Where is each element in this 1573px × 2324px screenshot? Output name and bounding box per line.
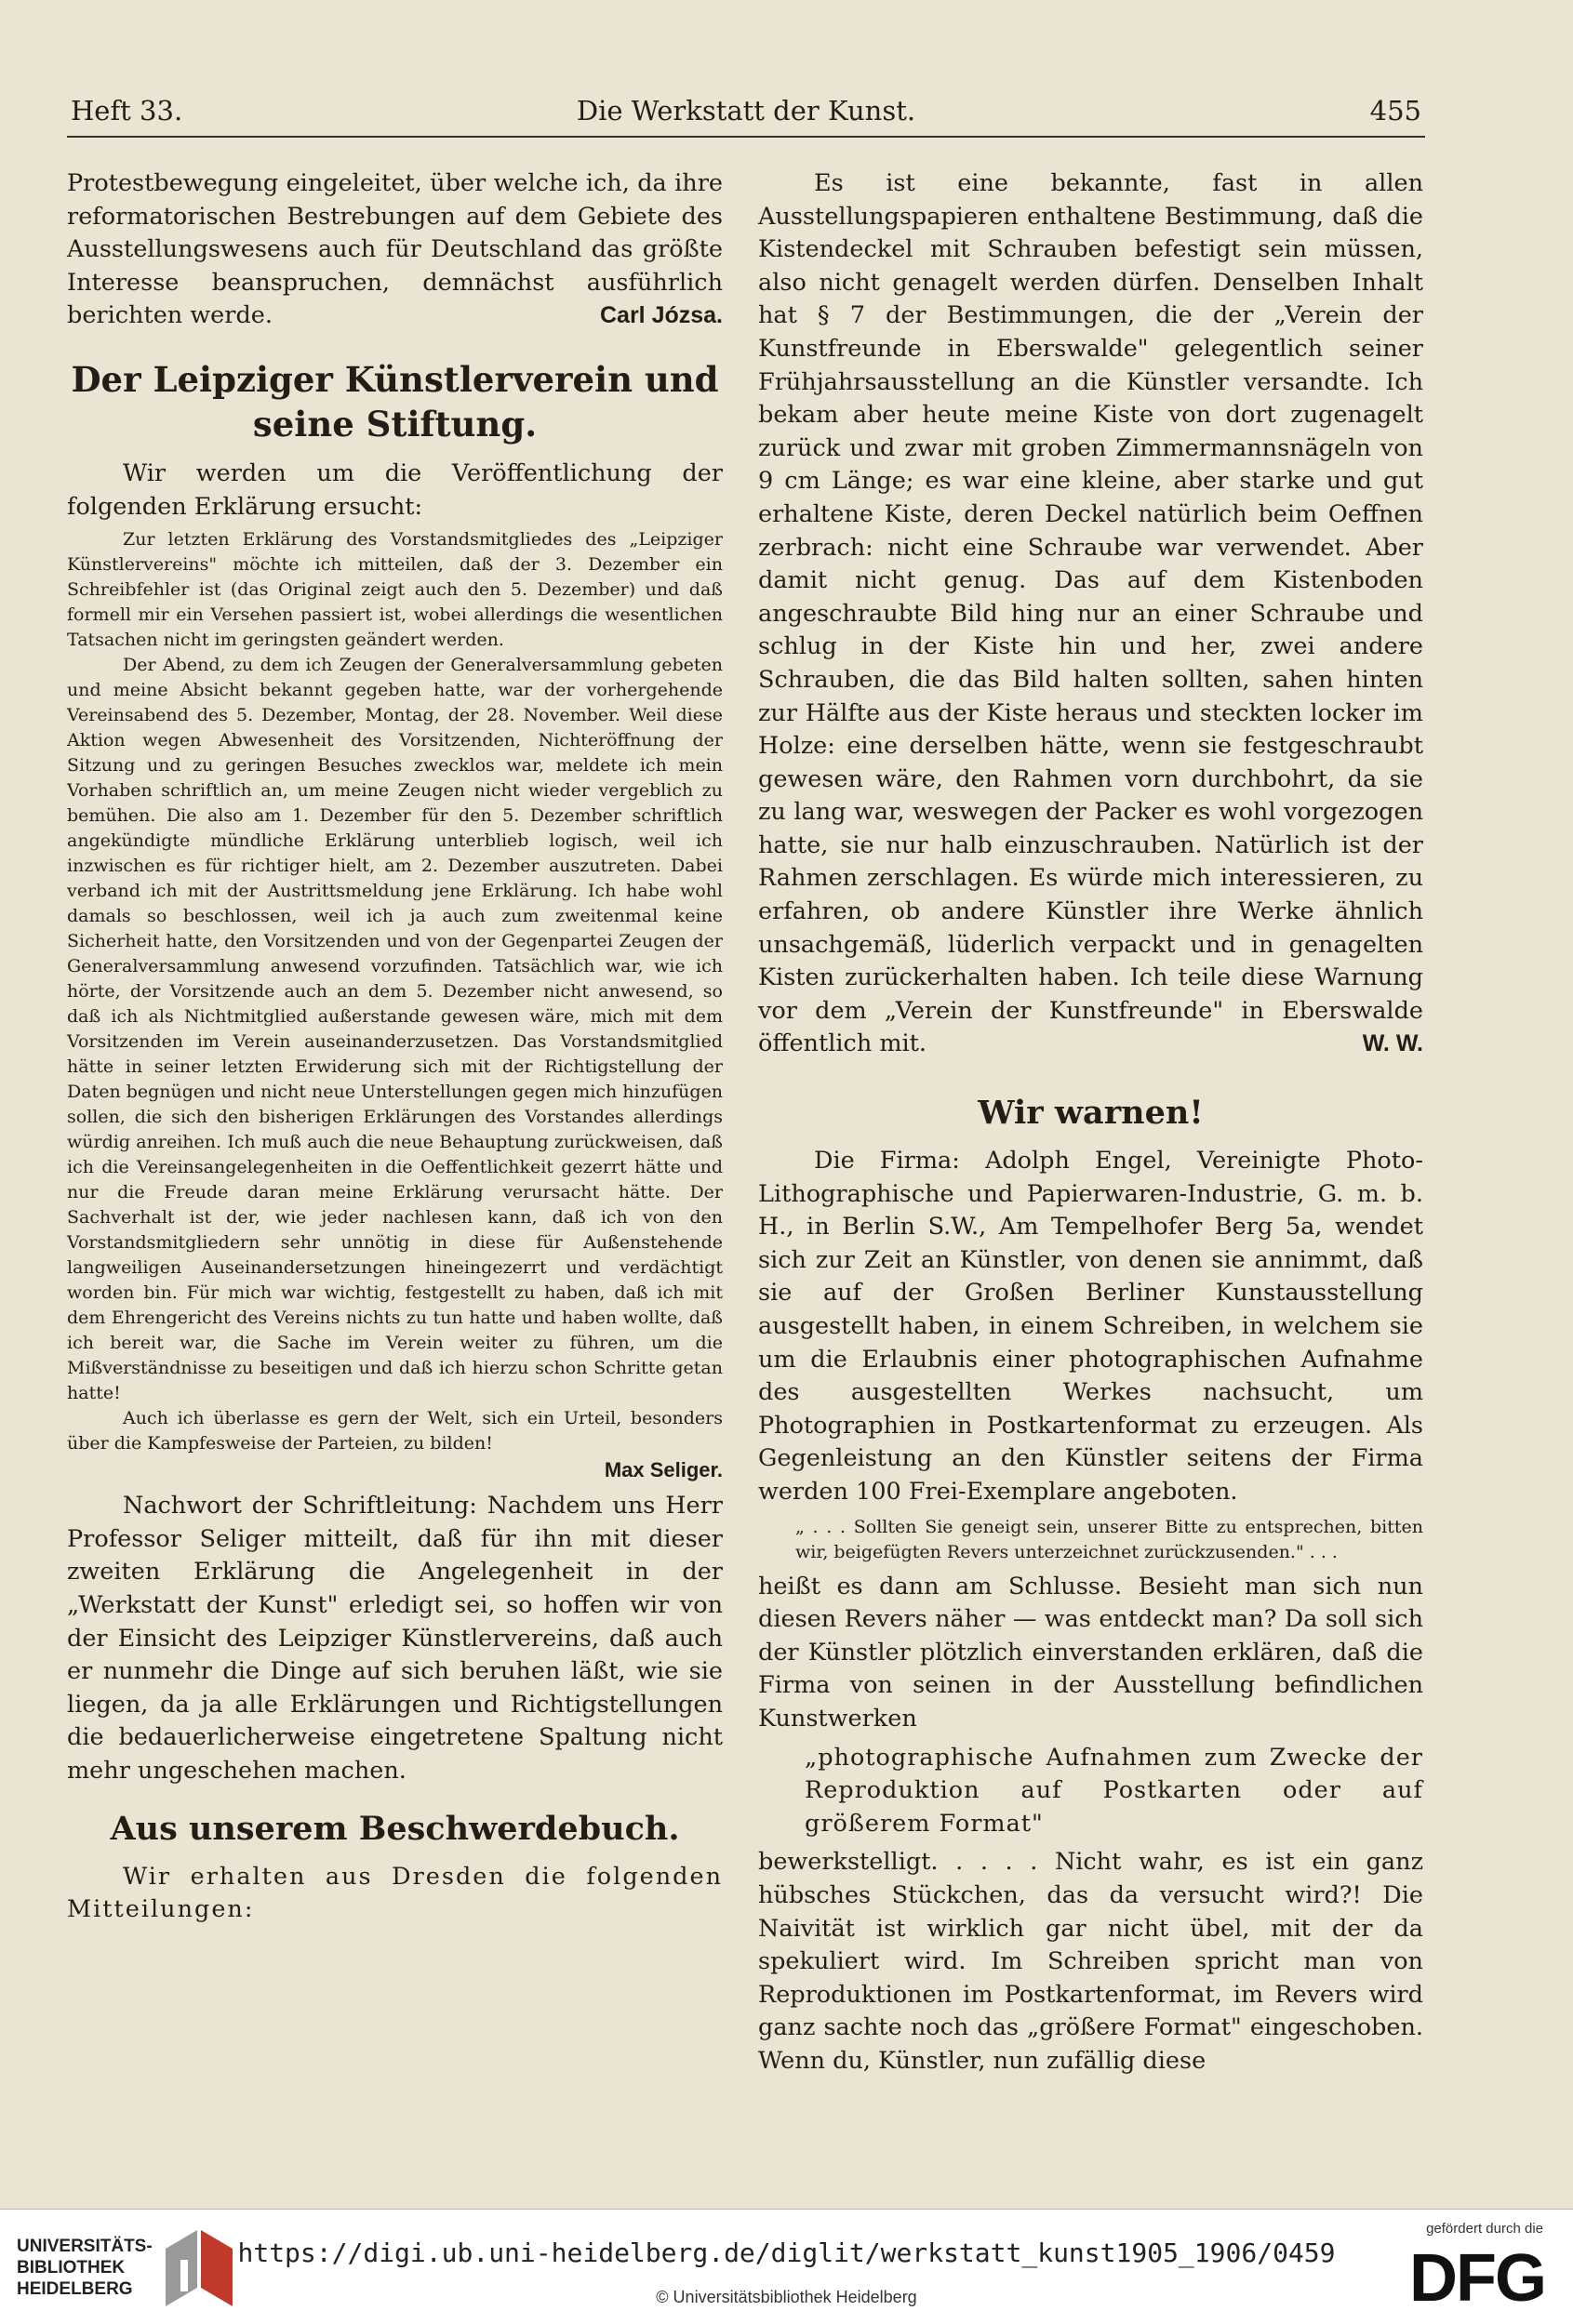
warning-paragraph-2: heißt es dann am Schlusse. Besieht man sich nun diesen Revers näher — was entdeckt man? Da soll sich der Künstler plötzlich einverstanden erklären, daß die Firma von seinen in der Ausstellung befindlichen Kunstwerken	[758, 1572, 1423, 1733]
copyright-notice: © Universitätsbibliothek Heidelberg	[656, 2288, 917, 2306]
editorial-note: Nachwort der Schriftleitung: Nachdem uns Herr Professor Seliger mitteilt, daß für ihn mit dieser zweiten Erklärung die Angelegenheit in der „Werkstatt der Kunst" erledigt sei, so hoffen wir von der Einsicht des Leipziger Künstlervereins, daß auch er nunmehr die Dinge auf sich beruhen läßt, wie sie liegen, da ja alle Erklärungen und Richtigstellungen die bedauerlicherweise eingetretene Spaltung nicht mehr ungeschehen machen.	[67, 1492, 723, 1785]
warning-paragraph-3: bewerkstelligt. . . . . Nicht wahr, es ist ein ganz hübsches Stückchen, das da versucht wird?! Die Naivität ist wirklich gar nicht übel, mit der da spekuliert wird. Im Schreiben spricht man von Reproduktionen im Postkartenformat, im Revers wird ganz sachte noch das „größere Format" eingeschoben. Wenn du, Künstler, nun zufällig diese	[758, 1848, 1423, 2075]
library-name-line-2: BIBLIOTHEK	[17, 2258, 126, 2278]
eberswalde-text: Es ist eine bekannte, fast in allen Ausstellungspapieren enthaltene Bestimmung, daß die Kistendeckel mit Schrauben befestigt sein müssen, also nicht genagelt werden dürfen. Denselben Inhalt hat § 7 der Bestimmungen, die der „Verein der Kunstfreunde in Eberswalde" gelegentlich seiner Frühjahrsausstellung an die Künstler versandte. Ich bekam aber heute meine Kiste von dort zugenagelt zurück und zwar mit groben Zimmermannsnägeln von 9 cm Länge; es war eine kleine, aber starke und gut erhaltene Kiste, deren Deckel natürlich beim Oeffnen zerbrach: nicht eine Schraube war verwendet. Aber damit nicht genug. Das auf dem Kistenboden angeschraubte Bild hing nur an einer Schraube und schlug in der Kiste hin und her, zwei andere Schrauben, die das Bild halten sollten, sahen hinten zur Hälfte aus der Kiste heraus und steckten locker im Holze: eine derselben hätte, wenn sie festgeschraubt gewesen wäre, den Rahmen vorn durchbohrt, da sie zu lang war, weswegen der Packer es wohl vorgezogen hatte, sie nur halb einzuschrauben. Natürlich ist der Rahmen zerschlagen. Es würde mich interessieren, zu erfahren, ob andere Künstler ihre Werke ähnlich unsachgemäß, lüderlich verpackt und in genagelten Kisten zurückerhalten haben. Ich teile diese Warnung vor dem „Verein der Kunstfreunde" in Eberswalde öffentlich mit.	[758, 169, 1423, 1058]
library-name-line-3: HEIDELBERG	[17, 2279, 133, 2299]
statement-paragraph-2: Der Abend, zu dem ich Zeugen der Generalversammlung gebeten und meine Absicht bekannt gegeben hatte, war der vorhergehende Vereinsabend des 5. Dezember, Montag, der 28. November. Weil diese Aktion wegen Abwesenheit des Vorsitzenden, Nichteröffnung der Sitzung und zu geringen Besuches zwecklos war, meldete ich mein Vorhaben schriftlich an, um meine Zeugen nicht wieder vergeblich zu bemühen. Die also am 1. Dezember für den 5. Dezember schriftlich angekündigte mündliche Erklärung unterblieb logisch, weil ich inzwischen es für richtiger hielt, am 2. Dezember auszutreten. Dabei verband ich mit der Austrittsmeldung jene Erklärung. Ich habe wohl damals so beschlossen, weil ich ja auch zum zweitenmal keine Sicherheit hatte, den Vorsitzenden und von der Gegenpartei Zeugen der Generalversammlung anwesend vorzufinden. Tatsächlich war, wie ich hörte, der Vorsitzende auch an dem 5. Dezember nicht anwesend, so daß ich als Nichtmitglied außerstande gewesen wäre, mich mit dem Vorsitzenden im Verein auseinanderzusetzen. Das Vorstandsmitglied hätte in seiner letzten Erwiderung sich mit der Richtigstellung der Daten begnügen und nicht neue Unterstellungen gegen mich hinzufügen sollen, die sich den bisherigen Erklärungen des Vorstandes allerdings würdig anreihen. Ich muß auch die neue Behauptung zurückweisen, daß ich die Vereinsangelegenheiten in die Oeffentlichkeit gezerrt hätte und nur die Freude daran meine Erklärung verursacht hätte. Der Sachverhalt ist der, wie jeder nachlesen kann, daß ich von den Vorstandsmitgliedern sehr unnötig in diese für Außenstehende langweiligen Auseinandersetzungen hineingezerrt und verdächtigt worden bin. Für mich war wichtig, festgestellt zu haben, daß ich mit dem Ehrengericht des Vereins nichts zu tun hatte und haben wollte, daß ich bereit war, die Sache im Verein weiter zu führen, um die Mißverständnisse zu beseitigen und daß ich hierzu schon Schritte getan hatte!	[67, 655, 723, 1404]
intro-signature: Carl Józsa.	[599, 302, 723, 329]
right-column	[758, 167, 1423, 2078]
viewer-footer	[0, 2209, 1573, 2324]
left-column	[67, 167, 723, 1927]
dfg-logo: DFG	[1409, 2241, 1545, 2316]
eberswalde-signature: W. W.	[1362, 1030, 1423, 1057]
intro-paragraph	[67, 167, 723, 333]
article-heading-leipzig: Der Leipziger Künstlerverein und seine Stiftung.	[71, 358, 719, 445]
revers-quote: „photographische Aufnahmen zum Zwecke der Reproduktion auf Postkarten oder auf größerem Format"	[805, 1743, 1423, 1838]
page-header	[67, 89, 1425, 138]
complaints-intro: Wir erhalten aus Dresden die folgenden Mitteilungen:	[67, 1862, 723, 1924]
page-number: 455	[1369, 95, 1421, 126]
intro-text: Protestbewegung eingeleitet, über welche ich, da ihre reformatorischen Bestrebungen auf dem Gebiete des Ausstellungswesens auch für Deutschland das größte Interesse beanspruchen, demnächst ausführlich berichten werde.	[67, 169, 723, 330]
funding-note: gefördert durch die	[1426, 2221, 1543, 2237]
eberswalde-paragraph	[758, 167, 1423, 1061]
article-intro: Wir werden um die Veröffentlichung der folgenden Erklärung ersucht:	[67, 458, 723, 521]
statement-paragraph-3: Auch ich überlasse es gern der Welt, sich ein Urteil, besonders über die Kampfesweise der Parteien, zu bilden!	[67, 1408, 723, 1454]
article-heading-warning: Wir warnen!	[978, 1094, 1204, 1133]
library-name-line-1: UNIVERSITÄTS-	[17, 2237, 153, 2256]
issue-number: Heft 33.	[71, 95, 183, 126]
warning-paragraph-1: Die Firma: Adolph Engel, Vereinigte Photo-Lithographische und Papierwaren-Industrie, G. m. b. H., in Berlin S.W., Am Tempelhofer Berg 5a, wendet sich zur Zeit an Künstler, von denen sie annimmt, daß sie auf der Großen Berliner Kunstausstellung ausgestellt haben, in einem Schreiben, in welchem sie um die Erlaubnis einer photographischen Aufnahme des ausgestellten Werkes nachsucht, um Photographien in Postkartenformat zu erzeugen. Als Gegenleistung an den Künstler seitens der Firma werden 100 Frei-Exemplare angeboten.	[758, 1147, 1423, 1506]
journal-title: Die Werkstatt der Kunst.	[576, 95, 916, 126]
statement-signature: Max Seliger.	[604, 1458, 723, 1482]
permalink-url[interactable]: https://digi.ub.uni-heidelberg.de/diglit/werkstatt_kunst1905_1906/0459	[237, 2238, 1336, 2268]
letter-quote: „ . . . Sollten Sie geneigt sein, unserer Bitte zu entsprechen, bitten wir, beigefügten Revers unterzeichnet zurückzusenden." . . .	[795, 1516, 1423, 1562]
statement-paragraph-1: Zur letzten Erklärung des Vorstandsmitgliedes des „Leipziger Künstlervereins" möchte ich mitteilen, daß der 3. Dezember ein Schreibfehler ist (das Original zeigt auch den 5. Dezember) und daß formell mir ein Versehen passiert ist, wobei allerdings die wesentlichen Tatsachen nicht im geringsten geändert werden.	[67, 529, 723, 651]
article-heading-complaints: Aus unserem Beschwerdebuch.	[110, 1809, 680, 1848]
